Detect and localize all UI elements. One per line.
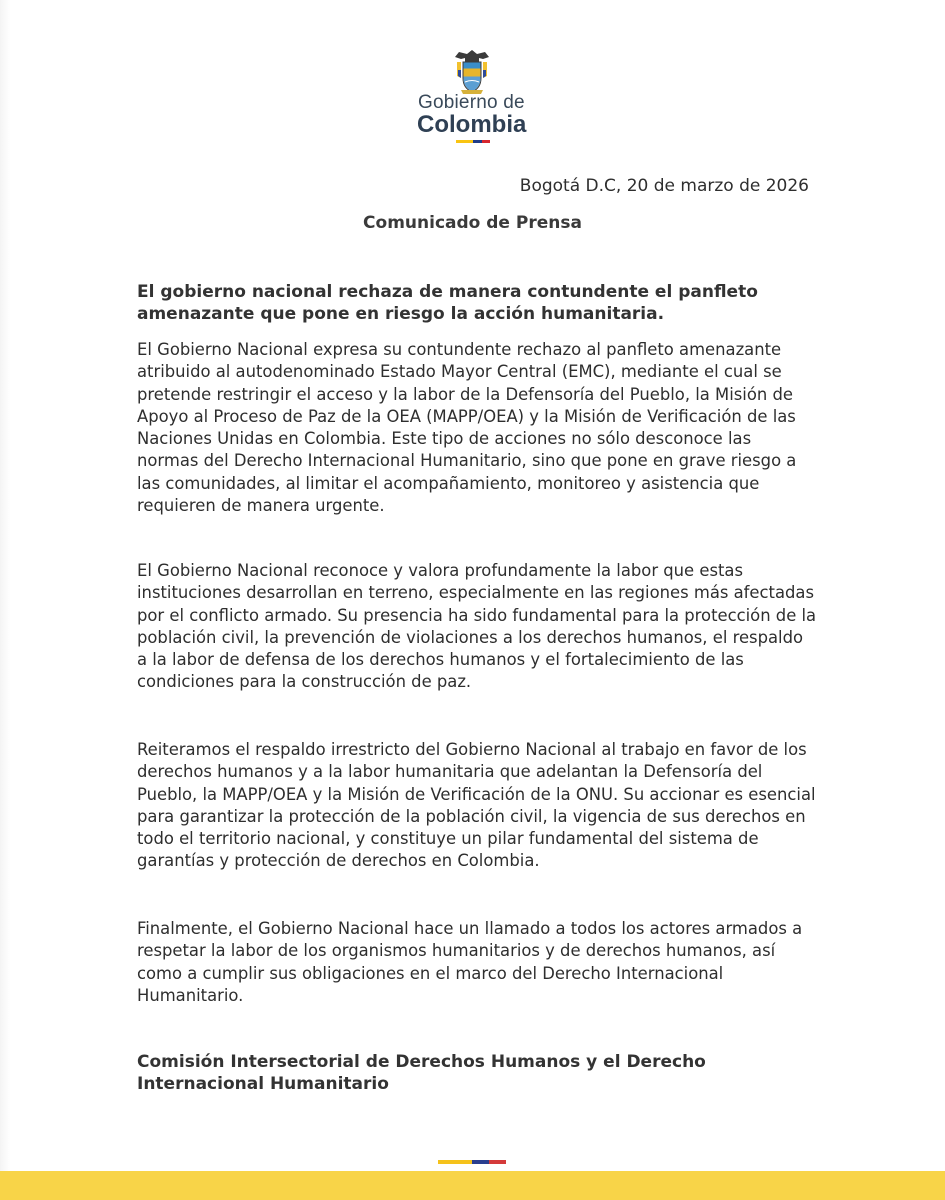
headline: El gobierno nacional rechaza de manera contundente el panfleto amenazante que pone en riesgo la acción humanitaria. bbox=[137, 282, 758, 324]
flag-yellow-stripe bbox=[456, 140, 473, 143]
flag-red-stripe bbox=[482, 140, 490, 143]
logo-flag-bar bbox=[456, 140, 490, 143]
coat-of-arms-icon bbox=[453, 48, 491, 96]
paragraph-2: El Gobierno Nacional reconoce y valora profundamente la labor que estas instituciones desarrollan en terreno, especialmente en las regiones más afectadas por el conflicto armado. Su presencia ha sido fundamental para la protección de la población civil, la prevención de violaciones a los derechos humanos, el respaldo a la labor de defensa de los derechos humanos y el fortalecimiento de las condiciones para la construcción de paz. bbox=[137, 561, 817, 692]
paragraph-4: Finalmente, el Gobierno Nacional hace un llamado a todos los actores armados a respetar la labor de los organismos humanitarios y de derechos humanos, así como a cumplir sus obligaciones en el marco del Derecho Internacional Humanitario. bbox=[137, 919, 803, 1005]
document-title: Comunicado de Prensa bbox=[363, 213, 582, 233]
signature: Comisión Intersectorial de Derechos Humanos y el Derecho Internacional Humanitario bbox=[137, 1052, 706, 1094]
government-logo bbox=[400, 48, 540, 148]
footer-flag-bar bbox=[438, 1160, 506, 1164]
flag-blue-stripe bbox=[473, 140, 482, 143]
page-edge bbox=[0, 0, 10, 1200]
footer-flag-yellow bbox=[438, 1160, 472, 1164]
document-date: Bogotá D.C, 20 de marzo de 2026 bbox=[519, 176, 809, 196]
footer-flag-red bbox=[489, 1160, 506, 1164]
paragraph-1: El Gobierno Nacional expresa su contundente rechazo al panfleto amenazante atribuido al autodenominado Estado Mayor Central (EMC), mediante el cual se pretende restringir el acceso y la labor de la Defensoría del Pueblo, la Misión de Apoyo al Proceso de Paz de la OEA (MAPP/OEA) y la Misión de Verificación de las Naciones Unidas en Colombia. Este tipo de acciones no sólo desconoce las normas del Derecho Internacional Humanitario, sino que pone en grave riesgo a las comunidades, al limitar el acompañamiento, monitoreo y asistencia que requieren de manera urgente. bbox=[137, 340, 797, 516]
paragraph-3: Reiteramos el respaldo irrestricto del Gobierno Nacional al trabajo en favor de los derechos humanos y a la labor humanitaria que adelantan la Defensoría del Pueblo, la MAPP/OEA y la Misión de Verificación de la ONU. Su accionar es esencial para garantizar la protección de la población civil, la vigencia de sus derechos en todo el territorio nacional, y constituye un pilar fundamental del sistema de garantías y protección de derechos en Colombia. bbox=[137, 740, 816, 871]
logo-text-line2: Colombia bbox=[417, 111, 527, 138]
logo-text-line1: Gobierno de bbox=[418, 92, 525, 113]
footer-flag-blue bbox=[472, 1160, 489, 1164]
footer-band bbox=[0, 1171, 945, 1200]
